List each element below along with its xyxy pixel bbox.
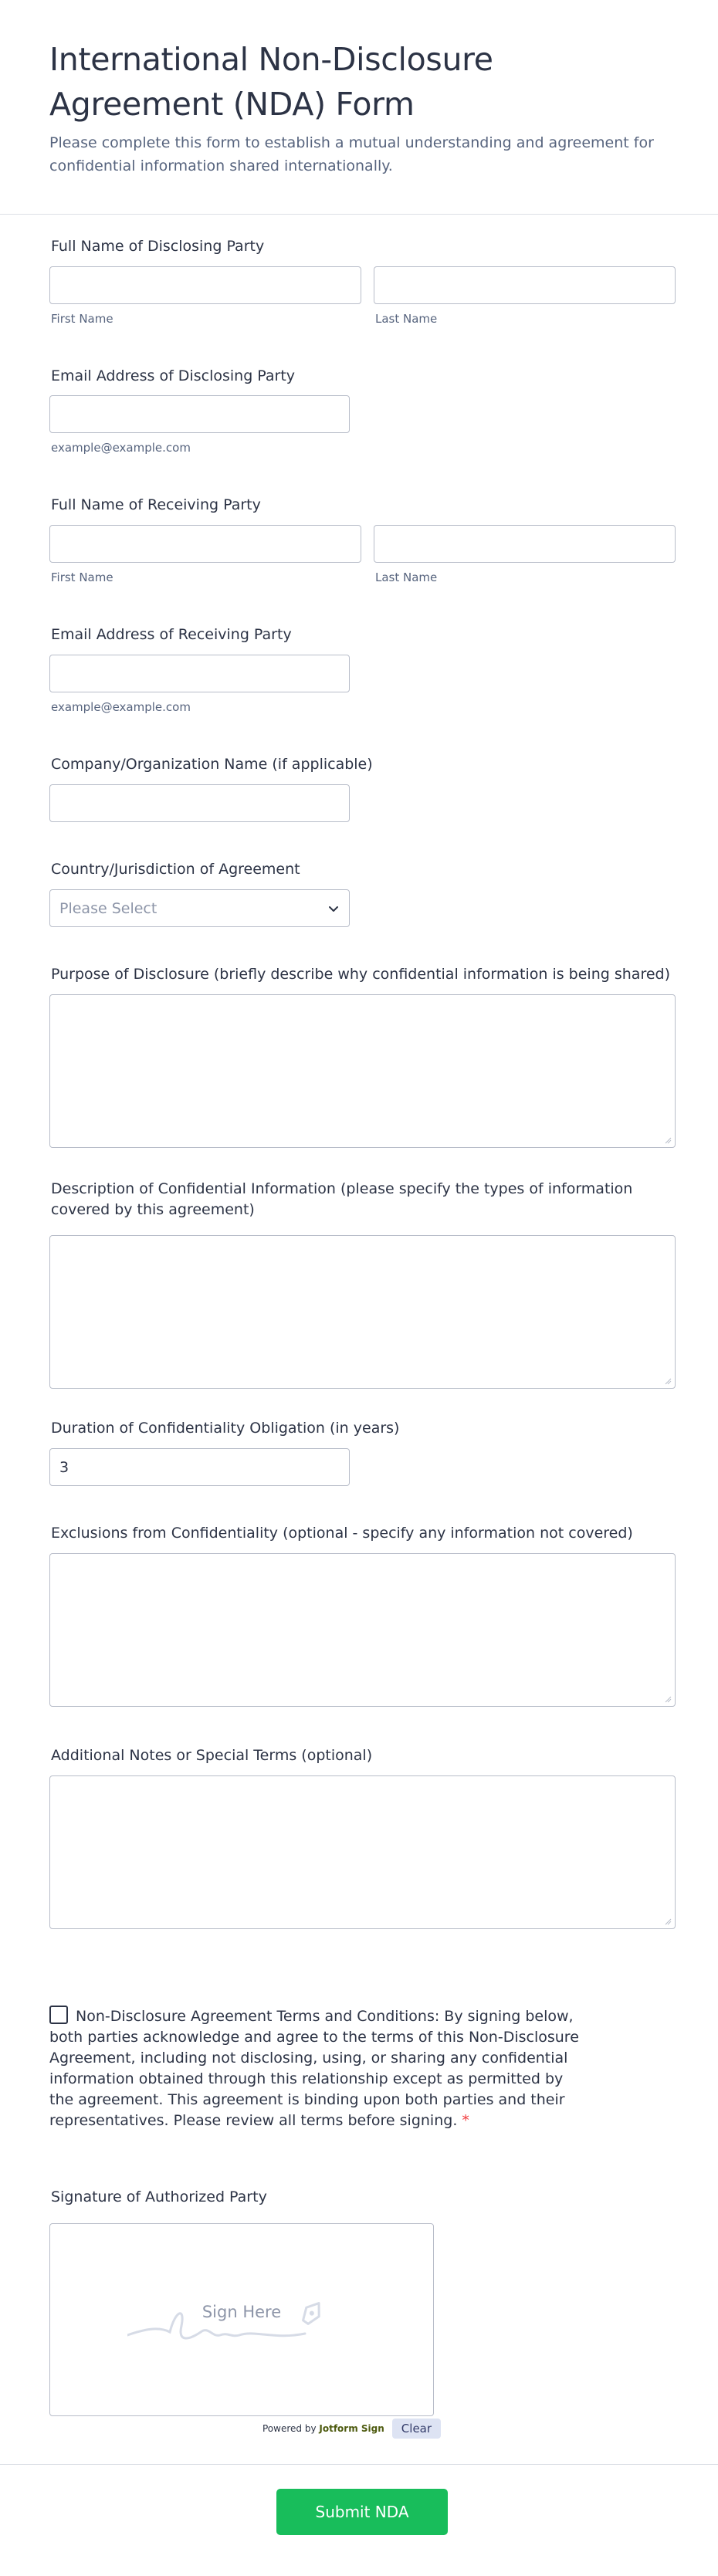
disclosing-name-label: Full Name of Disclosing Party [51, 238, 265, 255]
notes-label: Additional Notes or Special Terms (optional) [51, 1747, 373, 1764]
description-info-label: Description of Confidential Information (please specify the types of information covered by this agreement) [51, 1180, 633, 1218]
disclosing-last-name-input[interactable] [374, 266, 676, 304]
receiving-first-name-sublabel: First Name [51, 570, 113, 584]
required-mark: * [462, 2112, 469, 2129]
chevron-down-icon [327, 902, 340, 915]
clear-signature-button[interactable]: Clear [392, 2419, 441, 2439]
disclosing-email-sublabel: example@example.com [51, 441, 191, 455]
receiving-name-label: Full Name of Receiving Party [51, 496, 261, 513]
disclosing-email-input[interactable] [49, 395, 350, 433]
description-info-textarea[interactable] [49, 1235, 676, 1389]
company-input[interactable] [49, 784, 350, 822]
submit-button[interactable]: Submit NDA [276, 2489, 448, 2535]
receiving-last-name-input[interactable] [374, 525, 676, 563]
receiving-first-name-input[interactable] [49, 525, 361, 563]
receiving-email-label: Email Address of Receiving Party [51, 626, 292, 643]
resize-grip-icon[interactable] [664, 1918, 672, 1925]
terms-consent [49, 2006, 590, 2131]
receiving-email-input[interactable] [49, 655, 350, 692]
country-select-value: Please Select [59, 899, 157, 917]
form-description: Please complete this form to establish a mutual understanding and agreement for confidential information shared internationally. [49, 134, 654, 174]
disclosing-last-name-sublabel: Last Name [375, 312, 438, 326]
notes-textarea[interactable] [49, 1775, 676, 1929]
duration-label: Duration of Confidentiality Obligation (in years) [51, 1420, 400, 1437]
signature-pad[interactable] [49, 2223, 434, 2416]
terms-checkbox[interactable] [49, 2006, 68, 2024]
terms-text: Non-Disclosure Agreement Terms and Conditions: By signing below, both parties acknowledge and agree to the terms of this Non-Disclosure Agreement, including not disclosing, using, or sharing any confidential information obtained through this relationship except as permitted by the agreement. This agreement is binding upon both parties and their representatives. Please review all terms before signing. [49, 2008, 579, 2129]
signature-label: Signature of Authorized Party [51, 2188, 267, 2205]
disclosing-first-name-input[interactable] [49, 266, 361, 304]
signature-placeholder: Sign Here [202, 2303, 282, 2321]
purpose-textarea[interactable] [49, 994, 676, 1148]
form-title: International Non-Disclosure Agreement (NDA) Form [49, 41, 493, 123]
disclosing-first-name-sublabel: First Name [51, 312, 113, 326]
disclosing-email-label: Email Address of Disclosing Party [51, 367, 296, 384]
purpose-label: Purpose of Disclosure (briefly describe why confidential information is being shared) [51, 966, 670, 983]
country-select[interactable] [49, 889, 350, 927]
resize-grip-icon[interactable] [664, 1377, 672, 1385]
exclusions-textarea[interactable] [49, 1553, 676, 1707]
signature-footer [262, 2419, 441, 2439]
country-label: Country/Jurisdiction of Agreement [51, 861, 300, 878]
form-header [0, 0, 718, 215]
receiving-email-sublabel: example@example.com [51, 700, 191, 714]
resize-grip-icon[interactable] [664, 1695, 672, 1703]
company-label: Company/Organization Name (if applicable) [51, 756, 373, 773]
resize-grip-icon[interactable] [664, 1136, 672, 1144]
jotform-sign-brand: Jotform Sign [319, 2423, 384, 2434]
powered-by-text: Powered by Jotform Sign [262, 2423, 384, 2434]
duration-input[interactable] [49, 1448, 350, 1486]
exclusions-label: Exclusions from Confidentiality (optional - specify any information not covered) [51, 1525, 633, 1542]
receiving-last-name-sublabel: Last Name [375, 570, 438, 584]
